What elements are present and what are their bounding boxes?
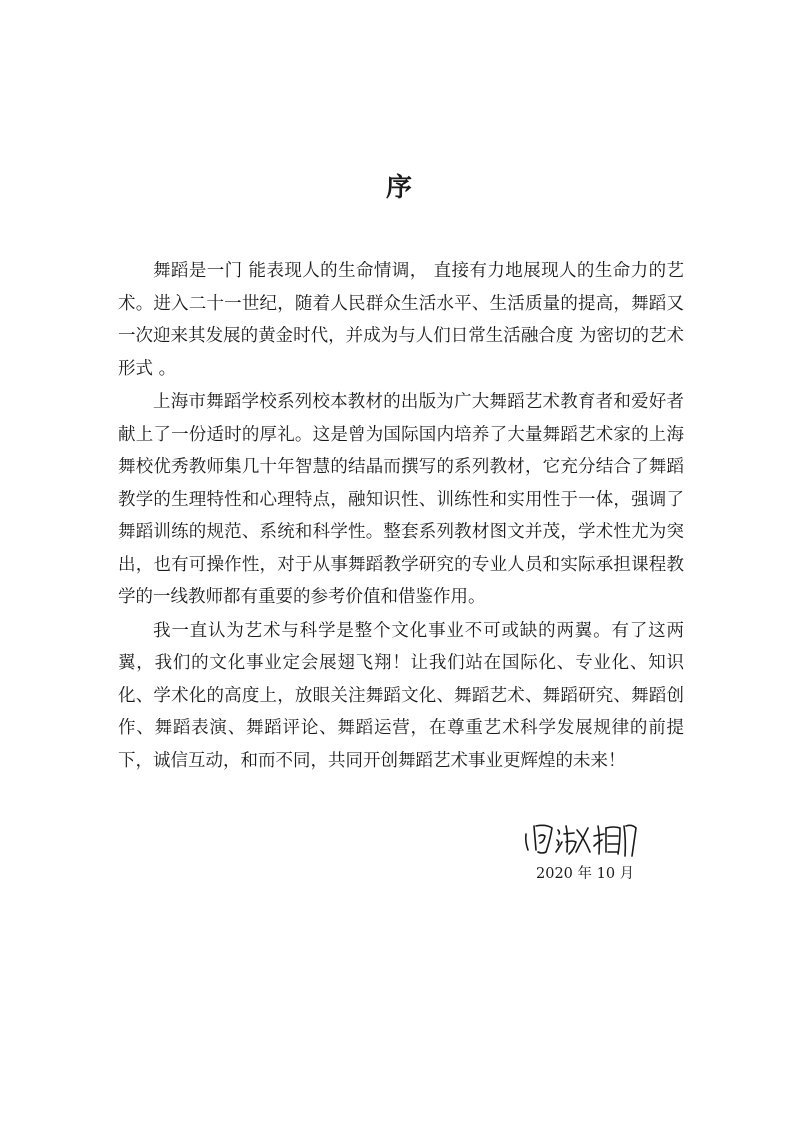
- page-title: 序: [385, 173, 414, 203]
- paragraph-3: 我一直认为艺术与科学是整个文化事业不可或缺的两翼。有了这两翼，我们的文化事业定会展翅飞翔！让我们站在国际化、专业化、知识化、学术化的高度上，放眼关注舞蹈文化、舞蹈艺术、舞蹈研究、舞蹈创作、舞蹈表演、舞蹈评论、舞蹈运营，在尊重艺术科学发展规律的前提下，诚信互动，和而不同，共同开创舞蹈艺术事业更辉煌的未来！: [118, 620, 684, 771]
- handwritten-signature: [522, 812, 642, 862]
- preface-body: [118, 255, 684, 778]
- paragraph-1: 舞蹈是一门 能表现人的生命情调， 直接有力地展现人的生命力的艺术。进入二十一世纪，随着人民群众生活水平、生活质量的提高，舞蹈又一次迎来其发展的黄金时代，并成为与人们日常生活融合度 为密切的艺术形式 。: [118, 261, 684, 379]
- date: 2020 年 10 月: [536, 866, 635, 882]
- paragraph-2: 上海市舞蹈学校系列校本教材的出版为广大舞蹈艺术教育者和爱好者献上了一份适时的厚礼。这是曾为国际国内培养了大量舞蹈艺术家的上海舞校优秀教师集几十年智慧的结晶而撰写的系列教材，它充分结合了舞蹈教学的生理特性和心理特点，融知识性、训练性和实用性于一体，强调了舞蹈训练的规范、系统和科学性。整套系列教材图文并茂，学术性尤为突出，也有可操作性，对于从事舞蹈教学研究的专业人员和实际承担课程教学的一线教师都有重要的参考价值和借鉴作用。: [118, 392, 684, 607]
